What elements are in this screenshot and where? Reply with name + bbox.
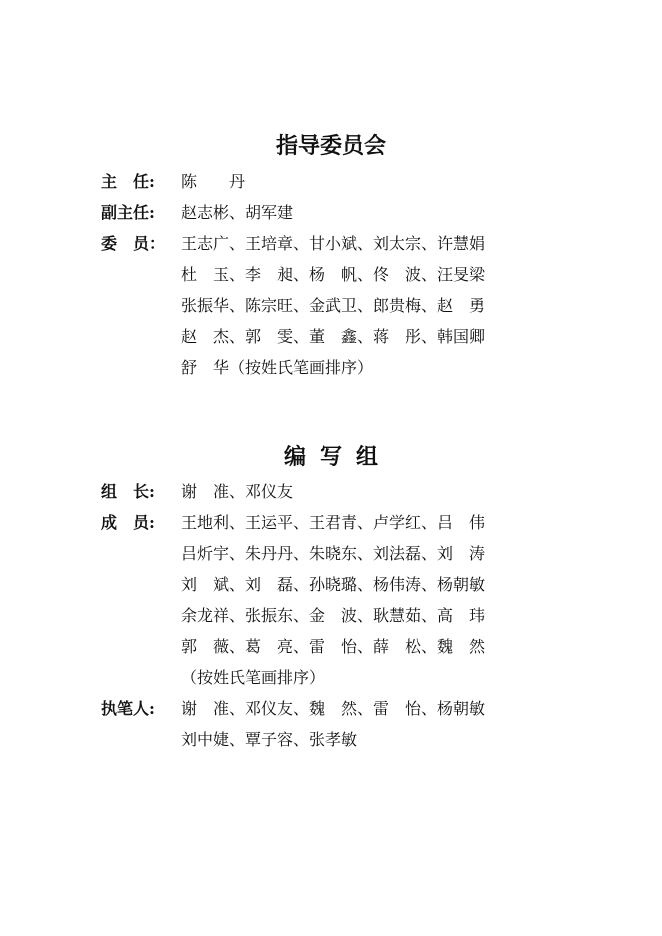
name-line: 刘 斌、刘 磊、孙晓璐、杨伟涛、杨朝敏	[181, 575, 486, 594]
name-line: 刘中婕、覃子容、张孝敏	[181, 730, 358, 749]
name-line: 王地利、王运平、王君青、卢学红、吕 伟	[181, 513, 486, 532]
name-line: 余龙祥、张振东、金 波、耿慧茹、高 玮	[181, 606, 486, 625]
role-label: 副主任:	[101, 203, 155, 222]
role-label: 组 长:	[101, 482, 155, 501]
name-list	[181, 507, 541, 693]
name-line: （按姓氏笔画排序）	[181, 668, 326, 687]
role-label: 委 员：	[101, 234, 166, 253]
name-line: 吕炘宇、朱丹丹、朱晓东、刘法磊、刘 涛	[181, 544, 486, 563]
name-line: 陈 丹	[181, 172, 246, 191]
name-line: 谢 准、邓仪友、魏 然、雷 怡、杨朝敏	[181, 699, 486, 718]
committee-row-members	[101, 228, 541, 383]
role-label: 成 员:	[101, 513, 155, 532]
name-line: 王志广、王培章、甘小斌、刘太宗、许慧娟	[181, 234, 486, 253]
writing-row-authors	[101, 693, 541, 755]
writing-row-members	[101, 507, 541, 693]
writing-row-leader	[101, 476, 541, 507]
name-line: 谢 准、邓仪友	[181, 482, 294, 501]
committee-title: 指导委员会	[275, 133, 386, 159]
name-line: 赵 杰、郭 雯、董 鑫、蒋 彤、韩国卿	[181, 327, 486, 346]
committee-section	[101, 166, 541, 383]
name-list	[181, 166, 541, 197]
name-line: 舒 华（按姓氏笔画排序）	[181, 358, 374, 377]
name-list	[181, 228, 541, 383]
role-label: 主 任:	[101, 172, 155, 191]
name-list	[181, 197, 541, 228]
writing-group-title: 编写组	[283, 444, 392, 470]
name-line: 杜 玉、李 昶、杨 帆、佟 波、汪旻梁	[181, 265, 486, 284]
name-list	[181, 693, 541, 755]
committee-row-director	[101, 166, 541, 197]
name-list	[181, 476, 541, 507]
name-line: 郭 薇、葛 亮、雷 怡、薛 松、魏 然	[181, 637, 486, 656]
writing-group-section	[101, 476, 541, 755]
role-label: 执笔人:	[101, 699, 155, 718]
name-line: 赵志彬、胡军建	[181, 203, 294, 222]
committee-row-deputy-director	[101, 197, 541, 228]
name-line: 张振华、陈宗旺、金武卫、郎贵梅、赵 勇	[181, 296, 486, 315]
